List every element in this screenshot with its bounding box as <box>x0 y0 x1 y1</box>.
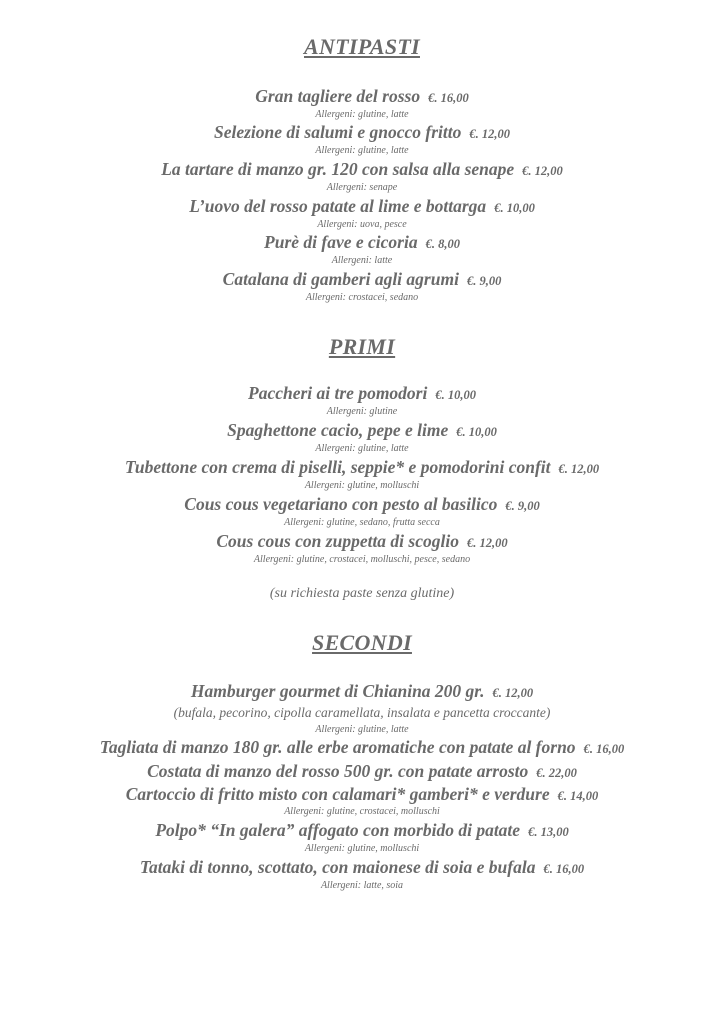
item-price: €. 12,00 <box>492 686 534 700</box>
item-allergens: Allergeni: crostacei, sedano <box>305 292 419 303</box>
item-allergens: Allergeni: latte, soia <box>320 880 404 891</box>
item-name: Paccheri ai tre pomodori <box>248 383 428 403</box>
item-price: €. 16,00 <box>583 742 625 756</box>
item-price: €. 10,00 <box>435 388 476 402</box>
section-title-antipasti: ANTIPASTI <box>304 34 420 59</box>
menu-item <box>0 159 724 180</box>
item-allergens: Allergeni: glutine, molluschi <box>304 480 420 491</box>
menu-item <box>0 122 724 143</box>
item-price: €. 9,00 <box>466 274 502 288</box>
item-name: Spaghettone cacio, pepe e lime <box>227 420 449 440</box>
item-name: Selezione di salumi e gnocco fritto <box>213 122 462 142</box>
item-name: Polpo* “In galera” affogato con morbido di patate <box>155 820 521 840</box>
item-allergens: Allergeni: glutine <box>326 406 398 417</box>
menu-item <box>0 383 724 404</box>
item-allergens: Allergeni: glutine, sedano, frutta secca <box>284 517 440 528</box>
item-name: Tubettone con crema di piselli, seppie* e pomodorini confit <box>124 457 551 477</box>
menu-item <box>0 420 724 441</box>
menu-item <box>0 269 724 290</box>
item-allergens: Allergeni: glutine, latte <box>315 724 409 735</box>
item-price: €. 12,00 <box>558 462 600 476</box>
menu-item <box>0 784 724 805</box>
item-name: Gran tagliere del rosso <box>255 86 421 106</box>
item-name: Cartoccio di fritto misto con calamari* gamberi* e verdure <box>125 784 550 804</box>
menu-item <box>0 232 724 253</box>
menu-item <box>0 857 724 878</box>
item-price: €. 16,00 <box>543 862 585 876</box>
menu-item <box>0 737 724 758</box>
menu-item <box>0 457 724 478</box>
item-price: €. 16,00 <box>428 91 469 105</box>
item-name: Hamburger gourmet di Chianina 200 gr. <box>190 681 485 701</box>
item-name: L’uovo del rosso patate al lime e bottarga <box>189 196 487 216</box>
menu-item <box>0 86 724 107</box>
item-price: €. 9,00 <box>505 499 540 513</box>
item-allergens: Allergeni: senape <box>326 182 398 193</box>
item-allergens: Allergeni: glutine, molluschi <box>304 843 420 854</box>
item-price: €. 10,00 <box>456 425 497 439</box>
item-allergens: Allergeni: uova, pesce <box>317 219 407 230</box>
item-price: €. 12,00 <box>469 127 511 141</box>
menu-item <box>0 820 724 841</box>
section-title-secondi: SECONDI <box>312 630 412 655</box>
menu-item <box>0 681 724 702</box>
item-name: Tagliata di manzo 180 gr. alle erbe aromatiche con patate al forno <box>99 737 576 757</box>
item-price: €. 22,00 <box>536 766 577 780</box>
item-allergens: Allergeni: glutine, latte <box>315 145 409 156</box>
item-name: Cous cous vegetariano con pesto al basilico <box>184 494 498 514</box>
item-allergens: Allergeni: glutine, crostacei, molluschi <box>284 806 440 817</box>
item-description: (bufala, pecorino, cipolla caramellata, insalata e pancetta croccante) <box>173 705 551 720</box>
item-name: Costata di manzo del rosso 500 gr. con patate arrosto <box>147 761 529 781</box>
gluten-free-note: (su richiesta paste senza glutine) <box>269 586 455 601</box>
section-title-primi: PRIMI <box>328 334 396 359</box>
item-allergens: Allergeni: latte <box>331 255 393 266</box>
item-name: La tartare di manzo gr. 120 con salsa alla senape <box>161 159 515 179</box>
item-name: Purè di fave e cicoria <box>264 232 418 252</box>
menu-item <box>0 494 724 515</box>
item-price: €. 10,00 <box>494 201 535 215</box>
menu-item <box>0 531 724 552</box>
item-price: €. 12,00 <box>522 164 563 178</box>
item-allergens: Allergeni: glutine, crostacei, molluschi, pesce, sedano <box>253 554 471 565</box>
item-price: €. 13,00 <box>528 825 569 839</box>
item-price: €. 8,00 <box>425 237 460 251</box>
menu-item <box>0 196 724 217</box>
item-price: €. 14,00 <box>557 789 599 803</box>
item-allergens: Allergeni: glutine, latte <box>315 443 409 454</box>
item-name: Tataki di tonno, scottato, con maionese di soia e bufala <box>139 857 536 877</box>
item-name: Cous cous con zuppetta di scoglio <box>216 531 459 551</box>
item-allergens: Allergeni: glutine, latte <box>315 109 409 120</box>
item-price: €. 12,00 <box>466 536 508 550</box>
menu-item <box>0 761 724 782</box>
item-name: Catalana di gamberi agli agrumi <box>222 269 459 289</box>
